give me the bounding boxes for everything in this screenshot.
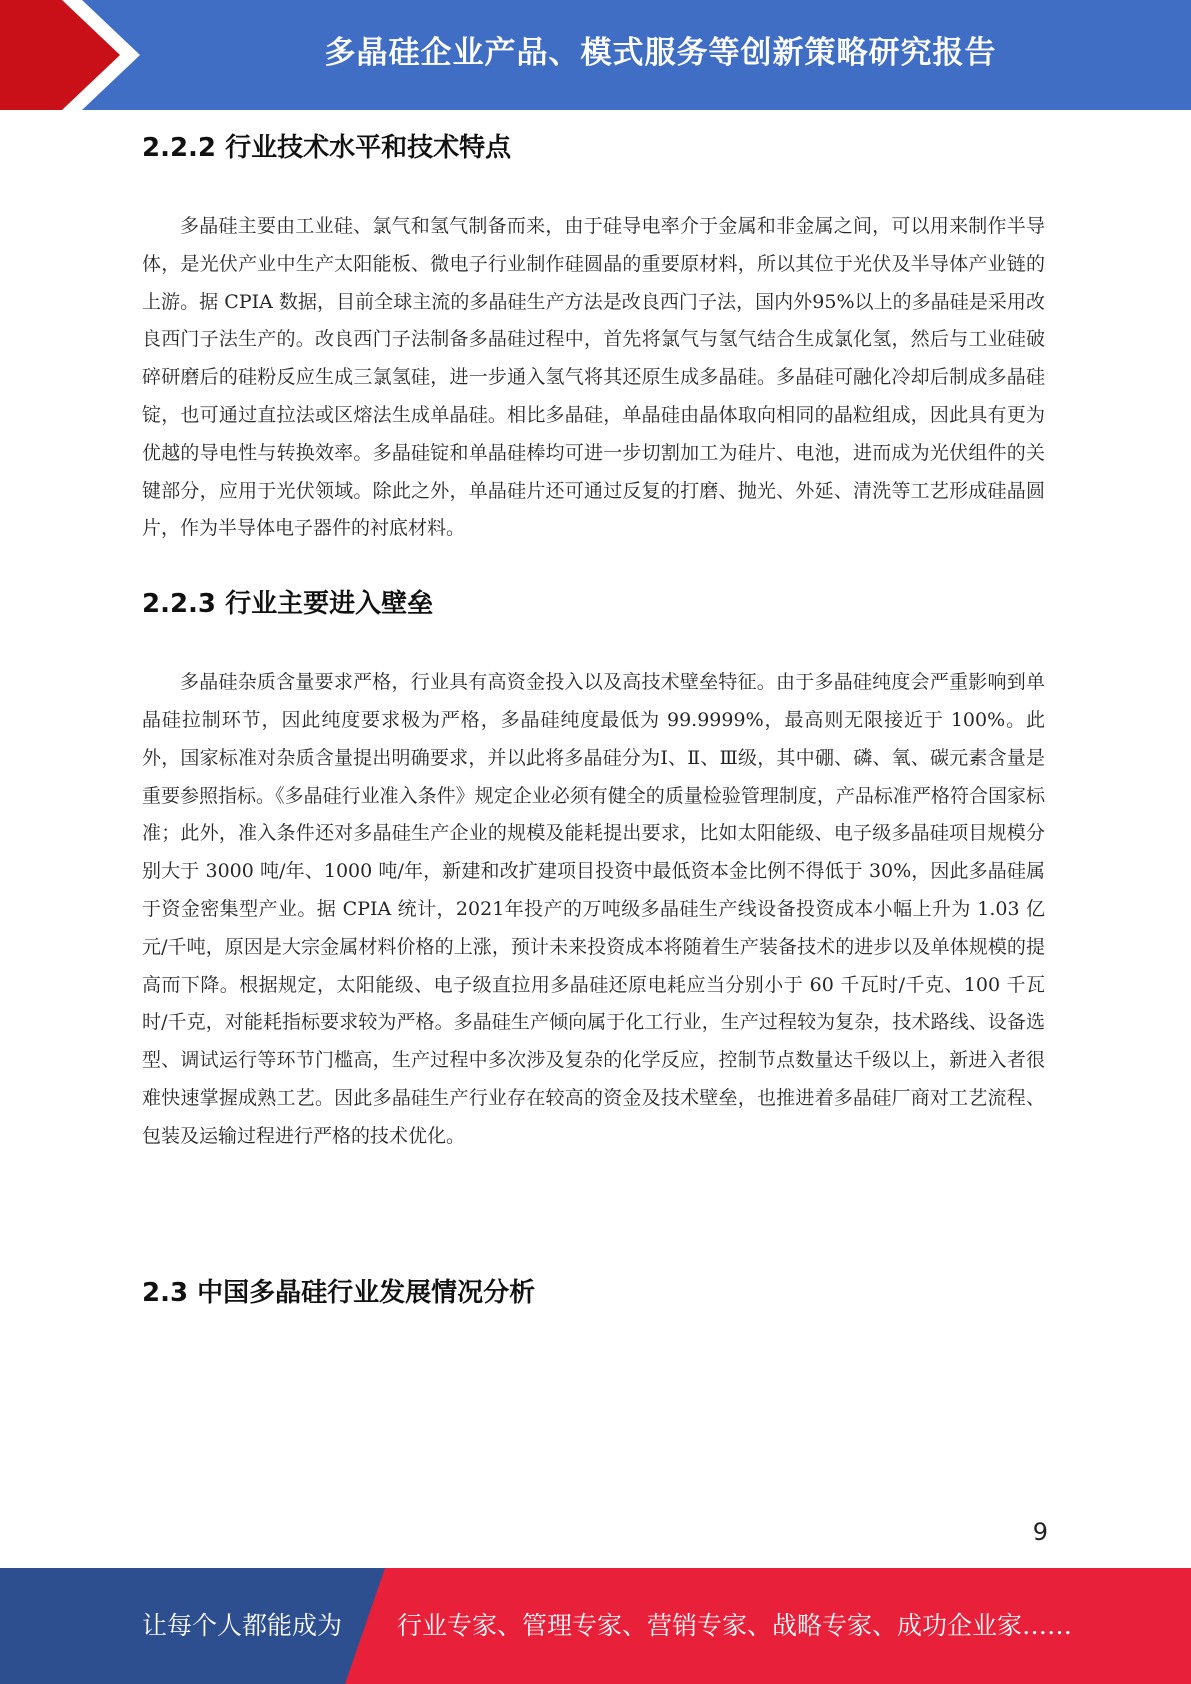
section-heading-2-3: 2.3 中国多晶硅行业发展情况分析: [142, 1277, 536, 1308]
document-body: [142, 110, 1045, 1313]
section-heading-2-2-3: 2.2.3 行业主要进入壁垒: [142, 589, 434, 620]
report-title: 多晶硅企业产品、模式服务等创新策略研究报告: [324, 35, 997, 71]
footer-slogan-right: 行业专家、管理专家、营销专家、战略专家、成功企业家……: [397, 1611, 1073, 1640]
section-paragraph-2-2-2: 多晶硅主要由工业硅、氯气和氢气制备而来，由于硅导电率介于金属和非金属之间，可以用来制作半导体，是光伏产业中生产太阳能板、微电子行业制作硅圆晶的重要原材料，所以其位于光伏及半导体产业链的上游。据 CPIA 数据，目前全球主流的多晶硅生产方法是改良西门子法，国内外95%以上的多晶硅是采用改良西门子法生产的。改良西门子法制备多晶硅过程中，首先将氯气与氢气结合生成氯化氢，然后与工业硅破碎研磨后的硅粉反应生成三氯氢硅，进一步通入氢气将其还原生成多晶硅。多晶硅可融化冷却后制成多晶硅锭，也可通过直拉法或区熔法生成单晶硅。相比多晶硅，单晶硅由晶体取向相同的晶粒组成，因此具有更为优越的导电性与转换效率。多晶硅锭和单晶硅棒均可进一步切割加工为硅片、电池，进而成为光伏组件的关键部分，应用于光伏领域。除此之外，单晶硅片还可通过反复的打磨、抛光、外延、清洗等工艺形成硅晶圆片，作为半导体电子器件的衬底材料。: [142, 215, 1045, 540]
section-heading-2-2-2: 2.2.2 行业技术水平和技术特点: [142, 133, 512, 163]
page-header: [0, 0, 1191, 110]
page-number: 9: [1032, 1518, 1048, 1546]
header-red-chevron: [0, 0, 150, 110]
footer-slogan-left: 让每个人都能成为: [142, 1611, 343, 1640]
section-paragraph-2-2-3: 多晶硅杂质含量要求严格，行业具有高资金投入以及高技术壁垒特征。由于多晶硅纯度会严重影响到单晶硅拉制环节，因此纯度要求极为严格，多晶硅纯度最低为 99.9999%，最高则无限接近于 100%。此外，国家标准对杂质含量提出明确要求，并以此将多晶硅分为Ⅰ、Ⅱ、Ⅲ级，其中硼、磷、氧、碳元素含量是重要参照指标。《多晶硅行业准入条件》规定企业必须有健全的质量检验管理制度，产品标准严格符合国家标准；此外，准入条件还对多晶硅生产企业的规模及能耗提出要求，比如太阳能级、电子级多晶硅项目规模分别大于 3000 吨/年、1000 吨/年，新建和改扩建项目投资中最低资本金比例不得低于 30%，因此多晶硅属于资金密集型产业。据 CPIA 统计，2021年投产的万吨级多晶硅生产线设备投资成本小幅上升为 1.03 亿元/千吨，原因是大宗金属材料价格的上涨，预计未来投资成本将随着生产装备技术的进步以及单体规模的提高而下降。根据规定，太阳能级、电子级直拉用多晶硅还原电耗应当分别小于 60 千瓦时/千克、100 千瓦时/千克，对能耗指标要求较为严格。多晶硅生产倾向属于化工行业，生产过程较为复杂，技术路线、设备选型、调试运行等环节门槛高，生产过程中多次涉及复杂的化学反应，控制节点数量达千级以上，新进入者很难快速掌握成熟工艺。因此多晶硅生产行业存在较高的资金及技术壁垒，也推进着多晶硅厂商对工艺流程、包装及运输过程进行严格的技术优化。: [142, 671, 1045, 1147]
page-footer: [0, 1568, 1191, 1684]
